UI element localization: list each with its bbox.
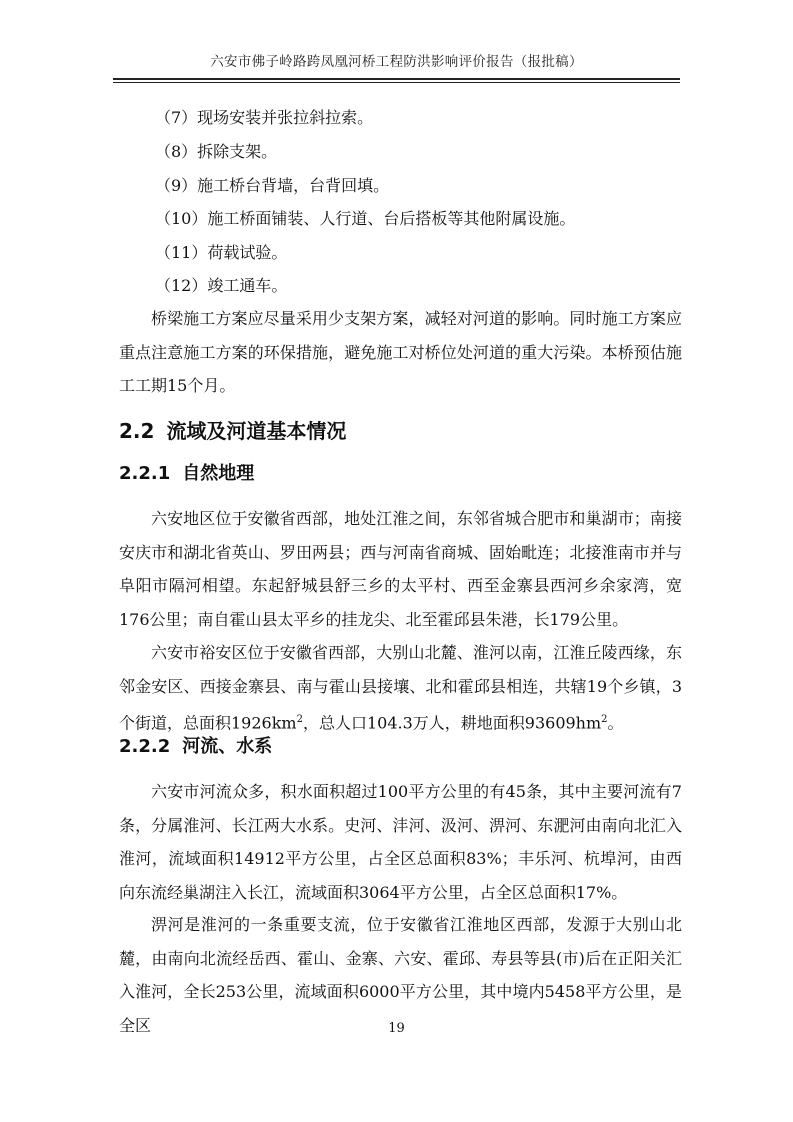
paragraph-construction: 桥梁施工方案应尽量采用少支架方案，减轻对河道的影响。同时施工方案应重点注意施工方案的环保措施，避免施工对桥位处河道的重大污染。本桥预估施工工期15个月。 — [119, 309, 682, 395]
text-segment: ，总人口104.3万人，耕地面积93609hm — [302, 713, 602, 733]
section-title: 河流、水系 — [182, 736, 273, 757]
section-title: 流域及河道基本情况 — [166, 419, 347, 443]
step-item-9: （9）施工桥台背墙，台背回填。 — [155, 176, 390, 195]
text-segment: 六安市裕安区位于安徽省西部，大别山北麓、淮河以南，江淮丘陵西缘，东邻金安区、西接金寨县、南与霍山县接壤、北和霍邱县相连，共辖19个乡镇，3个街道，总面积1926km — [119, 643, 682, 733]
section-number: 2.2.2 — [119, 736, 171, 757]
paragraph-geography-1: 六安地区位于安徽省西部，地处江淮之间，东邻省城合肥市和巢湖市；南接安庆市和湖北省英山、罗田两县；西与河南省商城、固始毗连；北接淮南市并与阜阳市隔河相望。东起舒城县舒三乡的太平村、西至金寨县西河乡余家湾，宽176公里；南自霍山县太平乡的挂龙尖、北至霍邱县朱港，长179公里。 — [119, 509, 682, 629]
step-item-10: （10）施工桥面铺装、人行道、台后搭板等其他附属设施。 — [155, 209, 576, 228]
section-heading-2-2-2 — [119, 736, 272, 758]
header-rule-thin — [113, 82, 680, 83]
section-heading-2-2-1 — [119, 463, 254, 485]
paragraph-rivers-1: 六安市河流众多，积水面积超过100平方公里的有45条，其中主要河流有7条，分属淮河、长江两大水系。史河、沣河、汲河、淠河、东淝河由南向北汇入淮河，流域面积14912平方公里，占全区总面积83%；丰乐河、杭埠河，由西向东流经巢湖注入长江，流域面积3064平方公里，占全区总面积17%。 — [119, 782, 682, 902]
superscript: 2 — [601, 714, 608, 725]
paragraph-rivers-2: 淠河是淮河的一条重要支流，位于安徽省江淮地区西部，发源于大别山北麓，由南向北流经岳西、霍山、金寨、六安、霍邱、寿县等县(市)后在正阳关汇入淮河，全长253公里，流域面积6000平方公里，其中境内5458平方公里，是全区 — [119, 915, 682, 1035]
header-title: 六安市佛子岭路跨凤凰河桥工程防洪影响评价报告（报批稿） — [210, 54, 583, 70]
text-segment: 。 — [607, 713, 624, 733]
section-number: 2.2 — [119, 419, 155, 443]
header-rule-thick — [113, 78, 680, 80]
page-number: 19 — [388, 1021, 405, 1036]
paragraph-geography-2 — [119, 636, 682, 740]
section-number: 2.2.1 — [119, 463, 171, 484]
step-item-8: （8）拆除支架。 — [155, 142, 278, 161]
step-item-11: （11）荷载试验。 — [155, 243, 288, 262]
section-title: 自然地理 — [182, 463, 255, 484]
step-item-7: （7）现场安装并张拉斜拉索。 — [155, 108, 374, 127]
superscript: 2 — [296, 714, 303, 725]
section-heading-2-2 — [119, 419, 346, 443]
step-item-12: （12）竣工通车。 — [155, 276, 288, 295]
